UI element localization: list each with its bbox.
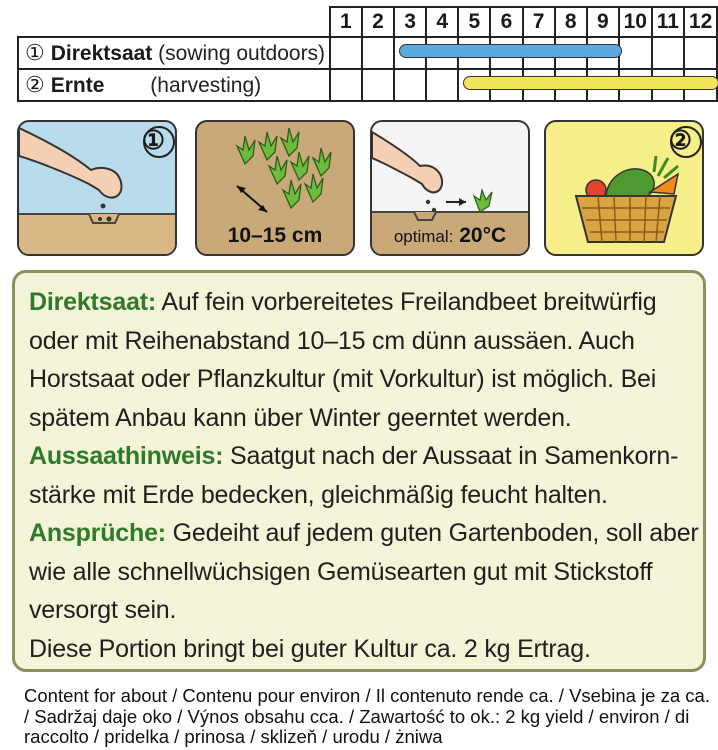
temperature-prefix: optimal:: [393, 227, 454, 246]
month-9: 9: [587, 7, 619, 37]
month-12: 12: [684, 7, 717, 37]
harvest-step-number: ②: [25, 72, 45, 97]
month-7: 7: [523, 7, 555, 37]
sowing-translation: (sowing outdoors): [158, 42, 326, 65]
illustration-row: [17, 120, 701, 260]
month-1: 1: [330, 7, 362, 37]
month-5: 5: [458, 7, 490, 37]
month-4: 4: [426, 7, 458, 37]
month-10: 10: [619, 7, 652, 37]
harvest-bar-cell: [458, 69, 490, 101]
month-2: 2: [362, 7, 394, 37]
month-8: 8: [555, 7, 587, 37]
requirements-text: Gedeiht auf jedem guten Gartenboden, soll aber wie alle schnellwüchsigen Gemüsearten gut mit Stickstoff versorgt sein.: [29, 519, 699, 624]
sowing-note-heading: Aussaathinweis:: [29, 442, 224, 470]
month-3: 3: [394, 7, 426, 37]
sowing-illustration: [17, 120, 177, 256]
requirements-paragraph: [29, 514, 703, 630]
sowing-label: [18, 37, 330, 69]
calendar-month-header: [18, 7, 717, 37]
direct-sowing-paragraph: [29, 283, 703, 437]
calendar-table: [17, 6, 718, 102]
direct-sowing-text: Auf fein vorbereitetes Freilandbeet breitwürfig oder mit Reihenabstand 10–15 cm dünn aussäen. Auch Horstsaat oder Pflanzkultur (mit Vorkultur) ist möglich. Bei spätem Anbau kann über Winter geerntet werden.: [29, 288, 657, 432]
step-1-badge: ①: [141, 125, 165, 155]
germination-temperature-illustration: [370, 120, 530, 256]
seedling-spacing-illustration: [195, 120, 355, 256]
requirements-heading: Ansprüche:: [29, 519, 166, 547]
direct-sowing-heading: Direktsaat:: [29, 288, 157, 316]
calendar-corner: [18, 7, 330, 37]
temperature-value: 20°C: [459, 224, 507, 247]
content-yield-footer: Content for about / Contenu pour environ / Il contenuto rende ca. / Vsebina je za ca. / Sadržaj daje oko / Výnos obsahu cca. / Zawartość to ok.: 2 kg yield / environ / di raccolto / pridelka / prinosa / sklizeň / urodu / żniwa: [24, 685, 710, 747]
calendar-row-sowing: [18, 37, 717, 69]
harvest-label: [18, 69, 330, 101]
sowing-step-number: ①: [25, 40, 45, 65]
harvest-name: Ernte: [50, 74, 105, 97]
sowing-note-text: Saatgut nach der Aussaat in Samenkorn-stärke mit Erde bedecken, gleichmäßig feucht halten.: [29, 442, 679, 509]
harvest-translation: (harvesting): [150, 74, 262, 97]
sowing-calendar: [0, 6, 718, 102]
harvest-illustration: [544, 120, 704, 256]
sowing-bar-cell: [394, 37, 426, 69]
sowing-note-paragraph: [29, 437, 703, 514]
calendar-row-harvest: [18, 69, 717, 101]
month-11: 11: [652, 7, 685, 37]
row-spacing-caption: 10–15 cm: [227, 224, 323, 247]
optimal-temperature-caption: [372, 224, 528, 248]
yield-paragraph: Diese Portion bringt bei guter Kultur ca. 2 kg Ertrag.: [29, 634, 591, 663]
sowing-name: Direktsaat: [50, 42, 153, 65]
month-6: 6: [490, 7, 522, 37]
growing-instructions: [12, 270, 706, 672]
step-2-badge: ②: [668, 125, 692, 155]
